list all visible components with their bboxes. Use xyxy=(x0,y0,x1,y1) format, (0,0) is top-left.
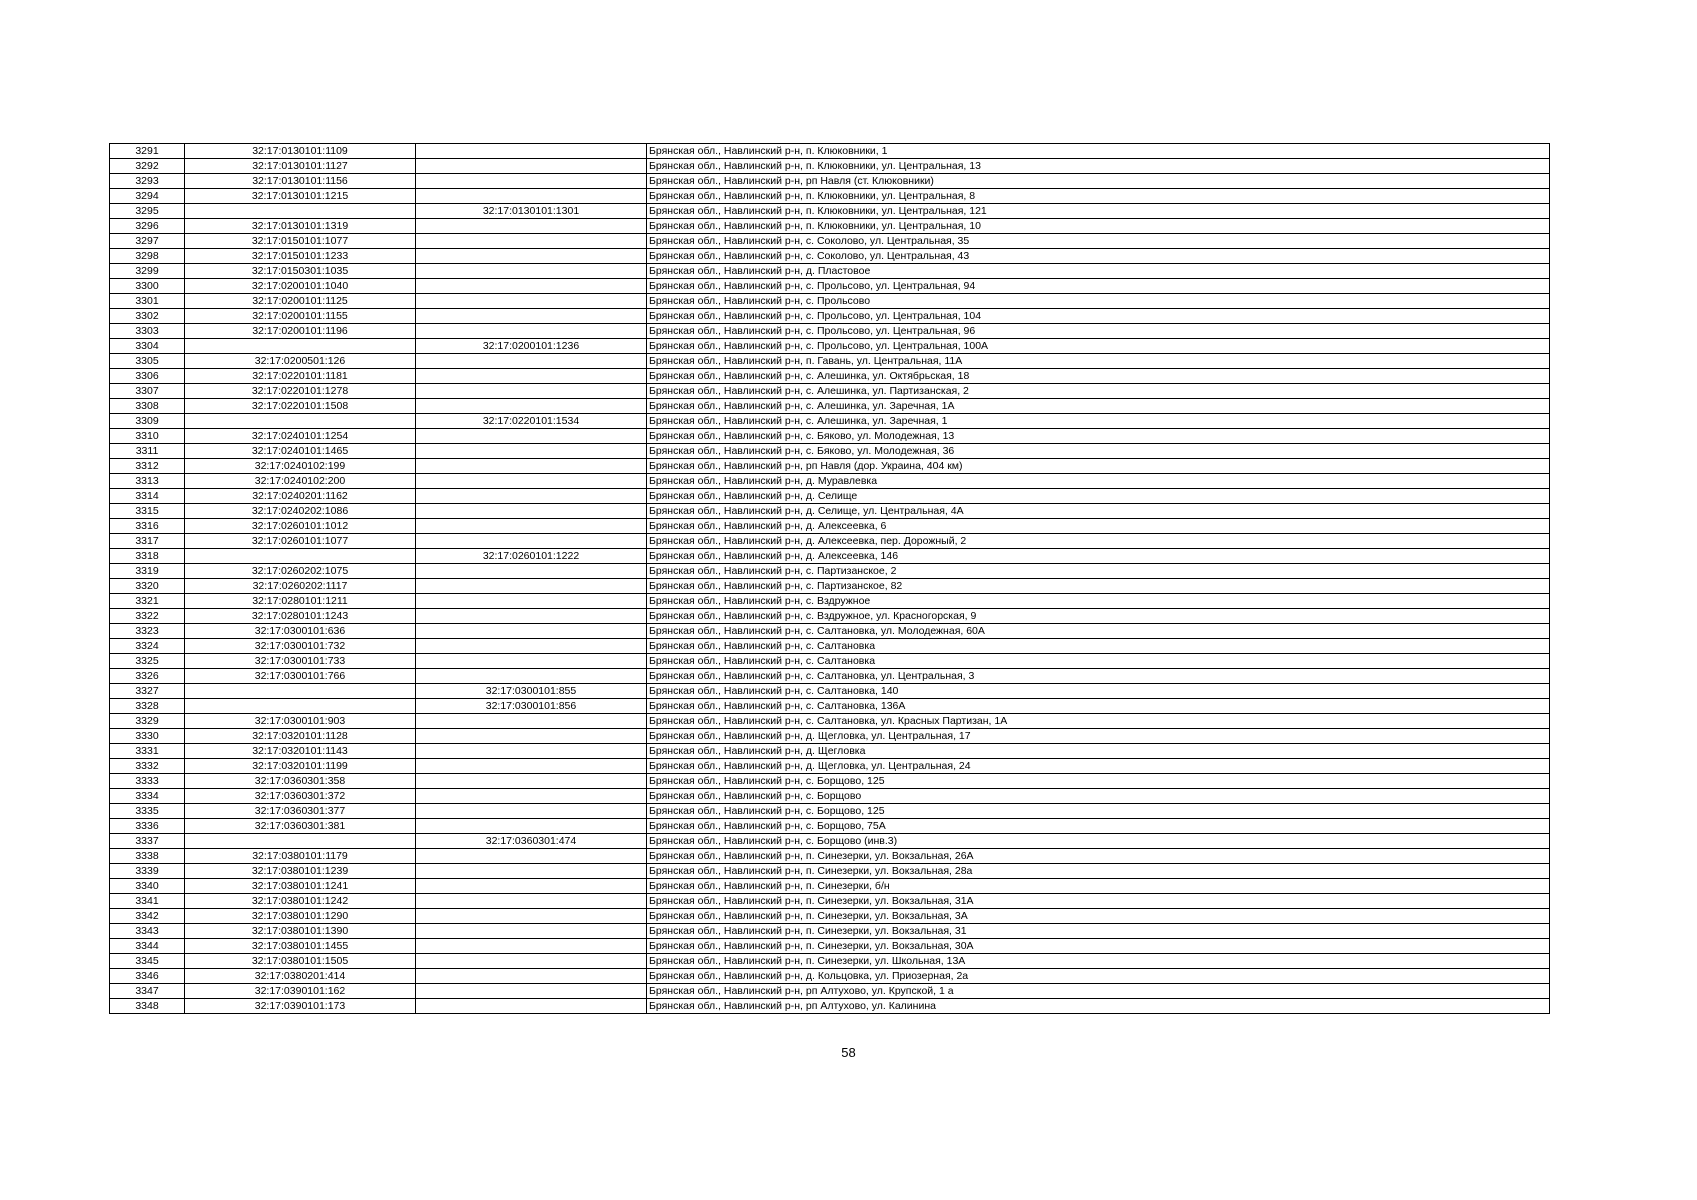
row-number-cell: 3304 xyxy=(110,339,185,354)
cadastral-number-cell: 32:17:0200101:1196 xyxy=(185,324,416,339)
address-cell: Брянская обл., Навлинский р-н, с. Партизанское, 2 xyxy=(647,564,1550,579)
cadastral-number-alt-cell xyxy=(416,969,647,984)
row-number-cell: 3296 xyxy=(110,219,185,234)
table-row xyxy=(110,699,1550,714)
address-cell: Брянская обл., Навлинский р-н, с. Салтановка, 140 xyxy=(647,684,1550,699)
address-cell: Брянская обл., Навлинский р-н, с. Партизанское, 82 xyxy=(647,579,1550,594)
row-number-cell: 3341 xyxy=(110,894,185,909)
cadastral-number-cell: 32:17:0260101:1077 xyxy=(185,534,416,549)
cadastral-number-alt-cell xyxy=(416,399,647,414)
table-row xyxy=(110,144,1550,159)
table-row xyxy=(110,909,1550,924)
table-row xyxy=(110,819,1550,834)
cadastral-number-cell: 32:17:0200101:1125 xyxy=(185,294,416,309)
cadastral-number-alt-cell xyxy=(416,384,647,399)
cadastral-number-alt-cell xyxy=(416,774,647,789)
table-row xyxy=(110,309,1550,324)
address-cell: Брянская обл., Навлинский р-н, п. Клюковники, ул. Центральная, 121 xyxy=(647,204,1550,219)
address-cell: Брянская обл., Навлинский р-н, с. Соколово, ул. Центральная, 35 xyxy=(647,234,1550,249)
cadastral-number-cell: 32:17:0240102:200 xyxy=(185,474,416,489)
cadastral-number-cell: 32:17:0380101:1455 xyxy=(185,939,416,954)
table-row xyxy=(110,579,1550,594)
cadastral-number-cell xyxy=(185,204,416,219)
row-number-cell: 3328 xyxy=(110,699,185,714)
cadastral-number-cell: 32:17:0240101:1254 xyxy=(185,429,416,444)
row-number-cell: 3331 xyxy=(110,744,185,759)
cadastral-number-alt-cell xyxy=(416,744,647,759)
address-cell: Брянская обл., Навлинский р-н, с. Борщово xyxy=(647,789,1550,804)
table-row xyxy=(110,249,1550,264)
table-row xyxy=(110,834,1550,849)
row-number-cell: 3338 xyxy=(110,849,185,864)
address-cell: Брянская обл., Навлинский р-н, с. Бяково, ул. Молодежная, 13 xyxy=(647,429,1550,444)
cadastral-number-alt-cell xyxy=(416,729,647,744)
row-number-cell: 3344 xyxy=(110,939,185,954)
table-row xyxy=(110,429,1550,444)
table-row xyxy=(110,639,1550,654)
row-number-cell: 3309 xyxy=(110,414,185,429)
cadastral-number-cell: 32:17:0380101:1242 xyxy=(185,894,416,909)
cadastral-number-cell: 32:17:0320101:1143 xyxy=(185,744,416,759)
cadastral-number-alt-cell xyxy=(416,639,647,654)
table-row xyxy=(110,279,1550,294)
cadastral-number-cell: 32:17:0380101:1390 xyxy=(185,924,416,939)
address-cell: Брянская обл., Навлинский р-н, п. Синезерки, ул. Вокзальная, 3А xyxy=(647,909,1550,924)
cadastral-number-cell: 32:17:0220101:1181 xyxy=(185,369,416,384)
row-number-cell: 3297 xyxy=(110,234,185,249)
row-number-cell: 3295 xyxy=(110,204,185,219)
address-cell: Брянская обл., Навлинский р-н, п. Синезерки, ул. Вокзальная, 31А xyxy=(647,894,1550,909)
page-number: 58 xyxy=(841,1045,856,1060)
cadastral-number-cell: 32:17:0300101:903 xyxy=(185,714,416,729)
cadastral-number-cell: 32:17:0200501:126 xyxy=(185,354,416,369)
address-cell: Брянская обл., Навлинский р-н, с. Салтановка xyxy=(647,654,1550,669)
row-number-cell: 3340 xyxy=(110,879,185,894)
table-row xyxy=(110,294,1550,309)
cadastral-number-alt-cell xyxy=(416,279,647,294)
cadastral-number-cell: 32:17:0150101:1233 xyxy=(185,249,416,264)
table-row xyxy=(110,744,1550,759)
cadastral-number-cell: 32:17:0360301:381 xyxy=(185,819,416,834)
table-row xyxy=(110,999,1550,1014)
table-row xyxy=(110,399,1550,414)
address-cell: Брянская обл., Навлинский р-н, с. Алешинка, ул. Заречная, 1 xyxy=(647,414,1550,429)
cadastral-number-cell: 32:17:0240101:1465 xyxy=(185,444,416,459)
row-number-cell: 3322 xyxy=(110,609,185,624)
row-number-cell: 3336 xyxy=(110,819,185,834)
table-row xyxy=(110,474,1550,489)
table-row xyxy=(110,189,1550,204)
table-row xyxy=(110,489,1550,504)
row-number-cell: 3306 xyxy=(110,369,185,384)
cadastral-number-alt-cell xyxy=(416,579,647,594)
row-number-cell: 3303 xyxy=(110,324,185,339)
address-cell: Брянская обл., Навлинский р-н, рп Алтухово, ул. Крупской, 1 а xyxy=(647,984,1550,999)
cadastral-number-cell: 32:17:0280101:1211 xyxy=(185,594,416,609)
cadastral-number-cell: 32:17:0320101:1199 xyxy=(185,759,416,774)
address-cell: Брянская обл., Навлинский р-н, д. Щегловка, ул. Центральная, 17 xyxy=(647,729,1550,744)
cadastral-number-alt-cell xyxy=(416,459,647,474)
table-row xyxy=(110,939,1550,954)
table-row xyxy=(110,684,1550,699)
row-number-cell: 3308 xyxy=(110,399,185,414)
address-cell: Брянская обл., Навлинский р-н, с. Салтановка, 136А xyxy=(647,699,1550,714)
address-cell: Брянская обл., Навлинский р-н, с. Алешинка, ул. Октябрьская, 18 xyxy=(647,369,1550,384)
address-cell: Брянская обл., Навлинский р-н, п. Клюковники, ул. Центральная, 10 xyxy=(647,219,1550,234)
cadastral-number-cell: 32:17:0380201:414 xyxy=(185,969,416,984)
row-number-cell: 3323 xyxy=(110,624,185,639)
row-number-cell: 3300 xyxy=(110,279,185,294)
row-number-cell: 3292 xyxy=(110,159,185,174)
address-cell: Брянская обл., Навлинский р-н, с. Прольсово xyxy=(647,294,1550,309)
address-cell: Брянская обл., Навлинский р-н, п. Синезерки, ул. Вокзальная, 28а xyxy=(647,864,1550,879)
address-cell: Брянская обл., Навлинский р-н, д. Алексеевка, 6 xyxy=(647,519,1550,534)
row-number-cell: 3320 xyxy=(110,579,185,594)
cadastral-number-cell: 32:17:0260202:1075 xyxy=(185,564,416,579)
table-row xyxy=(110,864,1550,879)
cadastral-number-alt-cell xyxy=(416,849,647,864)
cadastral-number-alt-cell xyxy=(416,564,647,579)
address-cell: Брянская обл., Навлинский р-н, с. Борщово (инв.3) xyxy=(647,834,1550,849)
table-row xyxy=(110,849,1550,864)
cadastral-number-alt-cell xyxy=(416,219,647,234)
address-cell: Брянская обл., Навлинский р-н, д. Щегловка xyxy=(647,744,1550,759)
cadastral-number-alt-cell xyxy=(416,804,647,819)
cadastral-number-alt-cell: 32:17:0300101:856 xyxy=(416,699,647,714)
row-number-cell: 3291 xyxy=(110,144,185,159)
address-cell: Брянская обл., Навлинский р-н, с. Алешинка, ул. Заречная, 1А xyxy=(647,399,1550,414)
cadastral-number-cell: 32:17:0300101:732 xyxy=(185,639,416,654)
table-row xyxy=(110,804,1550,819)
cadastral-number-cell: 32:17:0150301:1035 xyxy=(185,264,416,279)
cadastral-number-alt-cell xyxy=(416,879,647,894)
table-row xyxy=(110,924,1550,939)
cadastral-number-alt-cell xyxy=(416,909,647,924)
row-number-cell: 3311 xyxy=(110,444,185,459)
address-cell: Брянская обл., Навлинский р-н, с. Прольсово, ул. Центральная, 94 xyxy=(647,279,1550,294)
table-row xyxy=(110,174,1550,189)
cadastral-number-cell: 32:17:0380101:1239 xyxy=(185,864,416,879)
cadastral-number-cell: 32:17:0260202:1117 xyxy=(185,579,416,594)
address-cell: Брянская обл., Навлинский р-н, д. Пластовое xyxy=(647,264,1550,279)
cadastral-number-cell: 32:17:0200101:1040 xyxy=(185,279,416,294)
row-number-cell: 3324 xyxy=(110,639,185,654)
address-cell: Брянская обл., Навлинский р-н, с. Прольсово, ул. Центральная, 104 xyxy=(647,309,1550,324)
cadastral-number-alt-cell xyxy=(416,309,647,324)
cadastral-number-alt-cell xyxy=(416,264,647,279)
table-row xyxy=(110,789,1550,804)
table-row xyxy=(110,879,1550,894)
address-cell: Брянская обл., Навлинский р-н, с. Салтановка, ул. Молодежная, 60А xyxy=(647,624,1550,639)
row-number-cell: 3346 xyxy=(110,969,185,984)
table-row xyxy=(110,564,1550,579)
table-row xyxy=(110,594,1550,609)
registry-table xyxy=(109,143,1550,1014)
table-row xyxy=(110,669,1550,684)
address-cell: Брянская обл., Навлинский р-н, д. Алексеевка, 146 xyxy=(647,549,1550,564)
cadastral-number-alt-cell xyxy=(416,924,647,939)
table-row xyxy=(110,894,1550,909)
address-cell: Брянская обл., Навлинский р-н, с. Вздружное, ул. Красногорская, 9 xyxy=(647,609,1550,624)
address-cell: Брянская обл., Навлинский р-н, п. Гавань, ул. Центральная, 11А xyxy=(647,354,1550,369)
row-number-cell: 3317 xyxy=(110,534,185,549)
cadastral-number-cell: 32:17:0200101:1155 xyxy=(185,309,416,324)
address-cell: Брянская обл., Навлинский р-н, с. Соколово, ул. Центральная, 43 xyxy=(647,249,1550,264)
cadastral-number-alt-cell xyxy=(416,534,647,549)
row-number-cell: 3327 xyxy=(110,684,185,699)
cadastral-number-cell: 32:17:0380101:1290 xyxy=(185,909,416,924)
cadastral-number-cell: 32:17:0130101:1319 xyxy=(185,219,416,234)
cadastral-number-cell: 32:17:0220101:1278 xyxy=(185,384,416,399)
cadastral-number-cell: 32:17:0130101:1109 xyxy=(185,144,416,159)
cadastral-number-cell: 32:17:0360301:377 xyxy=(185,804,416,819)
row-number-cell: 3318 xyxy=(110,549,185,564)
row-number-cell: 3301 xyxy=(110,294,185,309)
cadastral-number-cell xyxy=(185,339,416,354)
row-number-cell: 3347 xyxy=(110,984,185,999)
cadastral-number-cell xyxy=(185,684,416,699)
cadastral-number-alt-cell xyxy=(416,324,647,339)
address-cell: Брянская обл., Навлинский р-н, с. Салтановка xyxy=(647,639,1550,654)
row-number-cell: 3337 xyxy=(110,834,185,849)
cadastral-number-alt-cell xyxy=(416,444,647,459)
table-row xyxy=(110,234,1550,249)
table-row xyxy=(110,609,1550,624)
address-cell: Брянская обл., Навлинский р-н, п. Клюковники, ул. Центральная, 8 xyxy=(647,189,1550,204)
address-cell: Брянская обл., Навлинский р-н, с. Борщово, 125 xyxy=(647,774,1550,789)
address-cell: Брянская обл., Навлинский р-н, с. Салтановка, ул. Центральная, 3 xyxy=(647,669,1550,684)
table-row xyxy=(110,414,1550,429)
table-row xyxy=(110,759,1550,774)
cadastral-number-alt-cell xyxy=(416,174,647,189)
cadastral-number-alt-cell: 32:17:0220101:1534 xyxy=(416,414,647,429)
cadastral-number-alt-cell xyxy=(416,249,647,264)
table-row xyxy=(110,954,1550,969)
address-cell: Брянская обл., Навлинский р-н, с. Прольсово, ул. Центральная, 100А xyxy=(647,339,1550,354)
table-row xyxy=(110,519,1550,534)
address-cell: Брянская обл., Навлинский р-н, с. Салтановка, ул. Красных Партизан, 1А xyxy=(647,714,1550,729)
cadastral-number-cell: 32:17:0130101:1156 xyxy=(185,174,416,189)
row-number-cell: 3299 xyxy=(110,264,185,279)
table-row xyxy=(110,324,1550,339)
row-number-cell: 3305 xyxy=(110,354,185,369)
address-cell: Брянская обл., Навлинский р-н, п. Синезерки, ул. Вокзальная, 30А xyxy=(647,939,1550,954)
cadastral-number-cell: 32:17:0390101:173 xyxy=(185,999,416,1014)
address-cell: Брянская обл., Навлинский р-н, п. Синезерки, ул. Вокзальная, 31 xyxy=(647,924,1550,939)
row-number-cell: 3334 xyxy=(110,789,185,804)
row-number-cell: 3339 xyxy=(110,864,185,879)
address-cell: Брянская обл., Навлинский р-н, рп Навля (дор. Украина, 404 км) xyxy=(647,459,1550,474)
cadastral-number-alt-cell xyxy=(416,504,647,519)
table-row xyxy=(110,729,1550,744)
cadastral-number-cell: 32:17:0130101:1127 xyxy=(185,159,416,174)
row-number-cell: 3312 xyxy=(110,459,185,474)
cadastral-number-alt-cell xyxy=(416,654,647,669)
cadastral-number-cell: 32:17:0360301:372 xyxy=(185,789,416,804)
cadastral-number-alt-cell xyxy=(416,954,647,969)
table-row xyxy=(110,354,1550,369)
cadastral-number-cell: 32:17:0300101:766 xyxy=(185,669,416,684)
table-row xyxy=(110,984,1550,999)
row-number-cell: 3335 xyxy=(110,804,185,819)
cadastral-number-alt-cell xyxy=(416,759,647,774)
table-row xyxy=(110,969,1550,984)
cadastral-number-alt-cell: 32:17:0130101:1301 xyxy=(416,204,647,219)
row-number-cell: 3314 xyxy=(110,489,185,504)
cadastral-number-alt-cell xyxy=(416,234,647,249)
cadastral-number-alt-cell xyxy=(416,819,647,834)
table-row xyxy=(110,624,1550,639)
cadastral-number-cell: 32:17:0220101:1508 xyxy=(185,399,416,414)
address-cell: Брянская обл., Навлинский р-н, рп Алтухово, ул. Калинина xyxy=(647,999,1550,1014)
cadastral-number-alt-cell xyxy=(416,939,647,954)
cadastral-number-alt-cell: 32:17:0200101:1236 xyxy=(416,339,647,354)
address-cell: Брянская обл., Навлинский р-н, с. Борщово, 125 xyxy=(647,804,1550,819)
cadastral-number-cell: 32:17:0240201:1162 xyxy=(185,489,416,504)
row-number-cell: 3343 xyxy=(110,924,185,939)
table-row xyxy=(110,774,1550,789)
cadastral-number-cell: 32:17:0280101:1243 xyxy=(185,609,416,624)
row-number-cell: 3325 xyxy=(110,654,185,669)
cadastral-number-alt-cell xyxy=(416,789,647,804)
cadastral-number-cell: 32:17:0300101:733 xyxy=(185,654,416,669)
cadastral-number-cell xyxy=(185,414,416,429)
address-cell: Брянская обл., Навлинский р-н, с. Борщово, 75А xyxy=(647,819,1550,834)
table-row xyxy=(110,534,1550,549)
row-number-cell: 3316 xyxy=(110,519,185,534)
cadastral-number-alt-cell xyxy=(416,864,647,879)
address-cell: Брянская обл., Навлинский р-н, с. Бяково, ул. Молодежная, 36 xyxy=(647,444,1550,459)
row-number-cell: 3319 xyxy=(110,564,185,579)
table-row xyxy=(110,459,1550,474)
table-row xyxy=(110,654,1550,669)
table-row xyxy=(110,444,1550,459)
cadastral-number-alt-cell xyxy=(416,894,647,909)
cadastral-number-alt-cell xyxy=(416,189,647,204)
cadastral-number-alt-cell xyxy=(416,714,647,729)
cadastral-number-alt-cell xyxy=(416,669,647,684)
cadastral-number-cell: 32:17:0240102:199 xyxy=(185,459,416,474)
cadastral-number-alt-cell xyxy=(416,609,647,624)
table-row xyxy=(110,339,1550,354)
cadastral-number-alt-cell xyxy=(416,624,647,639)
cadastral-number-alt-cell xyxy=(416,369,647,384)
cadastral-number-cell: 32:17:0300101:636 xyxy=(185,624,416,639)
row-number-cell: 3298 xyxy=(110,249,185,264)
cadastral-number-cell: 32:17:0240202:1086 xyxy=(185,504,416,519)
table-row xyxy=(110,159,1550,174)
cadastral-number-alt-cell: 32:17:0300101:855 xyxy=(416,684,647,699)
address-cell: Брянская обл., Навлинский р-н, д. Алексеевка, пер. Дорожный, 2 xyxy=(647,534,1550,549)
cadastral-number-cell: 32:17:0150101:1077 xyxy=(185,234,416,249)
table-row xyxy=(110,504,1550,519)
address-cell: Брянская обл., Навлинский р-н, п. Синезерки, ул. Вокзальная, 26А xyxy=(647,849,1550,864)
table-row xyxy=(110,714,1550,729)
table-row xyxy=(110,549,1550,564)
row-number-cell: 3345 xyxy=(110,954,185,969)
row-number-cell: 3302 xyxy=(110,309,185,324)
table-row xyxy=(110,204,1550,219)
cadastral-number-cell: 32:17:0380101:1241 xyxy=(185,879,416,894)
address-cell: Брянская обл., Навлинский р-н, рп Навля (ст. Клюковники) xyxy=(647,174,1550,189)
cadastral-number-cell: 32:17:0320101:1128 xyxy=(185,729,416,744)
row-number-cell: 3293 xyxy=(110,174,185,189)
address-cell: Брянская обл., Навлинский р-н, д. Щегловка, ул. Центральная, 24 xyxy=(647,759,1550,774)
cadastral-number-cell: 32:17:0130101:1215 xyxy=(185,189,416,204)
cadastral-number-alt-cell: 32:17:0360301:474 xyxy=(416,834,647,849)
cadastral-number-alt-cell xyxy=(416,144,647,159)
cadastral-number-cell xyxy=(185,834,416,849)
cadastral-number-cell: 32:17:0380101:1505 xyxy=(185,954,416,969)
table-row xyxy=(110,264,1550,279)
row-number-cell: 3310 xyxy=(110,429,185,444)
row-number-cell: 3329 xyxy=(110,714,185,729)
cadastral-number-cell: 32:17:0380101:1179 xyxy=(185,849,416,864)
address-cell: Брянская обл., Навлинский р-н, д. Кольцовка, ул. Приозерная, 2а xyxy=(647,969,1550,984)
cadastral-number-alt-cell xyxy=(416,294,647,309)
cadastral-number-cell xyxy=(185,699,416,714)
cadastral-number-cell xyxy=(185,549,416,564)
row-number-cell: 3294 xyxy=(110,189,185,204)
row-number-cell: 3333 xyxy=(110,774,185,789)
cadastral-number-alt-cell xyxy=(416,474,647,489)
cadastral-number-cell: 32:17:0390101:162 xyxy=(185,984,416,999)
cadastral-number-alt-cell xyxy=(416,999,647,1014)
address-cell: Брянская обл., Навлинский р-н, д. Селище xyxy=(647,489,1550,504)
address-cell: Брянская обл., Навлинский р-н, с. Прольсово, ул. Центральная, 96 xyxy=(647,324,1550,339)
address-cell: Брянская обл., Навлинский р-н, с. Вздружное xyxy=(647,594,1550,609)
row-number-cell: 3330 xyxy=(110,729,185,744)
table-row xyxy=(110,219,1550,234)
address-cell: Брянская обл., Навлинский р-н, п. Клюковники, 1 xyxy=(647,144,1550,159)
table-row xyxy=(110,384,1550,399)
cadastral-number-cell: 32:17:0260101:1012 xyxy=(185,519,416,534)
row-number-cell: 3307 xyxy=(110,384,185,399)
row-number-cell: 3332 xyxy=(110,759,185,774)
address-cell: Брянская обл., Навлинский р-н, д. Селище, ул. Центральная, 4А xyxy=(647,504,1550,519)
cadastral-number-alt-cell: 32:17:0260101:1222 xyxy=(416,549,647,564)
cadastral-number-alt-cell xyxy=(416,429,647,444)
row-number-cell: 3348 xyxy=(110,999,185,1014)
cadastral-number-cell: 32:17:0360301:358 xyxy=(185,774,416,789)
cadastral-number-alt-cell xyxy=(416,984,647,999)
address-cell: Брянская обл., Навлинский р-н, с. Алешинка, ул. Партизанская, 2 xyxy=(647,384,1550,399)
cadastral-number-alt-cell xyxy=(416,354,647,369)
address-cell: Брянская обл., Навлинский р-н, п. Синезерки, б/н xyxy=(647,879,1550,894)
cadastral-number-alt-cell xyxy=(416,519,647,534)
row-number-cell: 3313 xyxy=(110,474,185,489)
row-number-cell: 3315 xyxy=(110,504,185,519)
address-cell: Брянская обл., Навлинский р-н, п. Синезерки, ул. Школьная, 13А xyxy=(647,954,1550,969)
table-row xyxy=(110,369,1550,384)
address-cell: Брянская обл., Навлинский р-н, д. Муравлевка xyxy=(647,474,1550,489)
cadastral-number-alt-cell xyxy=(416,159,647,174)
row-number-cell: 3342 xyxy=(110,909,185,924)
cadastral-number-alt-cell xyxy=(416,594,647,609)
address-cell: Брянская обл., Навлинский р-н, п. Клюковники, ул. Центральная, 13 xyxy=(647,159,1550,174)
registry-table-body xyxy=(110,144,1550,1014)
cadastral-number-alt-cell xyxy=(416,489,647,504)
row-number-cell: 3321 xyxy=(110,594,185,609)
row-number-cell: 3326 xyxy=(110,669,185,684)
